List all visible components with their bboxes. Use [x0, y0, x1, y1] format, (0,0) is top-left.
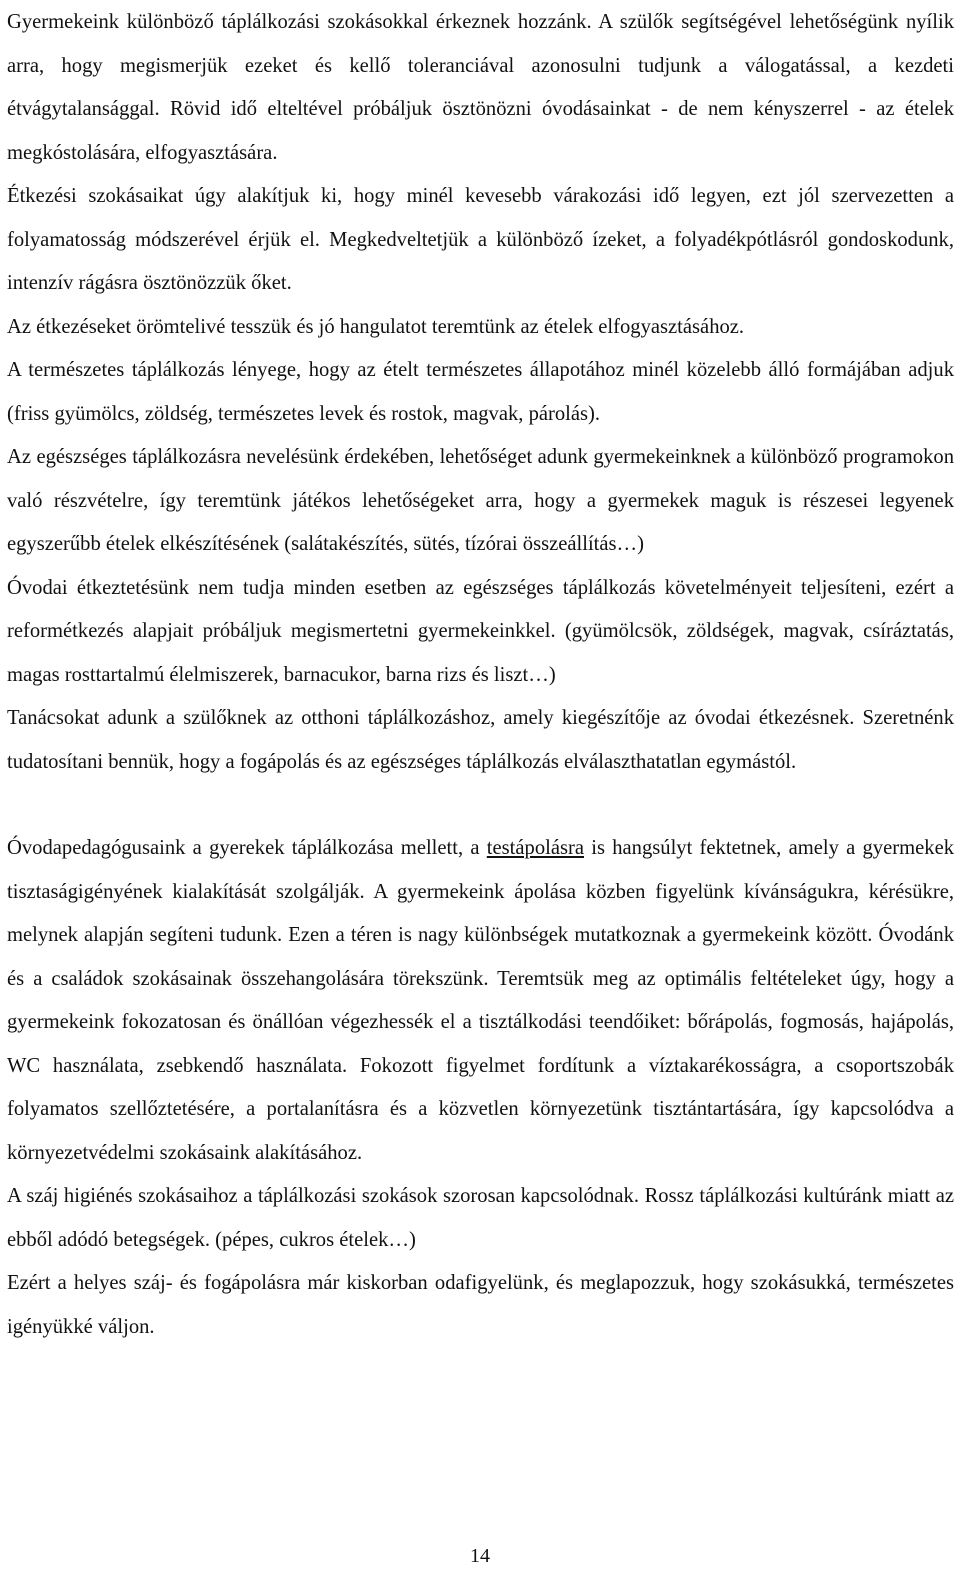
page-number: 14: [470, 1545, 490, 1567]
body-text: [7, 1, 954, 1349]
paragraph-joyful-meals: Az étkezéseket örömtelivé tesszük és jó hangulatot teremtünk az ételek elfogyasztásához.: [7, 315, 745, 338]
paragraph-parent-advice: Tanácsokat adunk a szülőknek az otthoni táplálkozáshoz, amely kiegészítője az óvodai étkezésnek. Szeretnénk tudatosítani bennük, hogy a fogápolás és az egészséges táplálkozás elválaszthatatlan egymástól.: [7, 707, 954, 773]
paragraph-spacer: [7, 784, 954, 827]
paragraph-oral-hygiene: A száj higiénés szokásaihoz a táplálkozási szokások szorosan kapcsolódnak. Rossz táplálkozási kultúránk miatt az ebből adódó betegségek. (pépes, cukros ételek…): [7, 1185, 954, 1251]
body-care-rest: is hangsúlyt fektetnek, amely a gyermekek tisztaságigényének kialakítását szolgálják. A gyermekeink ápolása közben figyelünk kívánságukra, kérésükre, melynek alapján segíteni tudunk. Ezen a téren is nagy különbségek mutatkoznak a gyermekeink között. Óvodánk és a családok szokásainak összehangolására törekszünk. Teremtsük meg az optimális feltételeket úgy, hogy a gyermekeink fokozatosan és önállóan végezhessék el a tisztálkodási teendőiket: bőrápolás, fogmosás, hajápolás, WC használata, zsebkendő használata. Fokozott figyelmet fordítunk a víztakarékosságra, a csoportszobák folyamatos szellőztetésére, a portalanításra és a közvetlen környezetünk tisztántartására, így kapcsolódva a környezetvédelmi szokásaink alakításához.: [7, 837, 955, 1164]
body-care-intro: Óvodapedagógusaink a gyerekek táplálkozása mellett, a: [7, 837, 487, 859]
paragraph-eating-habits: Gyermekeink különböző táplálkozási szokásokkal érkeznek hozzánk. A szülők segítségével lehetőségünk nyílik arra, hogy megismerjük ezeket és kellő toleranciával azonosulni tudjunk a válogatással, a kezdeti étvágytalansággal. Rövid idő elteltével próbáljuk ösztönözni óvodásainkat - de nem kényszerrel - az ételek megkóstolására, elfogyasztására.: [7, 11, 954, 164]
paragraph-healthy-eating-programs: Az egészséges táplálkozásra nevelésünk érdekében, lehetőséget adunk gyermekeinknek a különböző programokon való részvételre, így teremtünk játékos lehetőségeket arra, hogy a gyermekek maguk is részesei legyenek egyszerűbb ételek elkészítésének (salátakészítés, sütés, tízórai összeállítás…): [7, 446, 954, 555]
paragraph-meal-organization: Étkezési szokásaikat úgy alakítjuk ki, hogy minél kevesebb várakozási idő legyen, ezt jól szervezetten a folyamatosság módszerével érjük el. Megkedveltetjük a különböző ízeket, a folyadékpótlásról gondoskodunk, intenzív rágásra ösztönözzük őket.: [7, 185, 954, 294]
underlined-term-testapolasra: testápolásra: [486, 837, 584, 859]
paragraph-reform-nutrition: Óvodai étkeztetésünk nem tudja minden esetben az egészséges táplálkozás követelményeit teljesíteni, ezért a reformétkezés alapjait próbáljuk megismertetni gyermekeinkkel. (gyümölcsök, zöldségek, magvak, csíráztatás, magas rosttartalmú élelmiszerek, barnacukor, barna rizs és liszt…): [7, 576, 954, 686]
paragraph-dental-care: Ezért a helyes száj- és fogápolásra már kiskorban odafigyelünk, és meglapozzuk, hogy szokásukká, természetes igényükké váljon.: [7, 1272, 954, 1338]
paragraph-body-care: [7, 827, 954, 1175]
paragraph-natural-nutrition: A természetes táplálkozás lényege, hogy az ételt természetes állapotához minél közelebb álló formájában adjuk (friss gyümölcs, zöldség, természetes levek és rostok, magvak, párolás).: [7, 359, 954, 425]
